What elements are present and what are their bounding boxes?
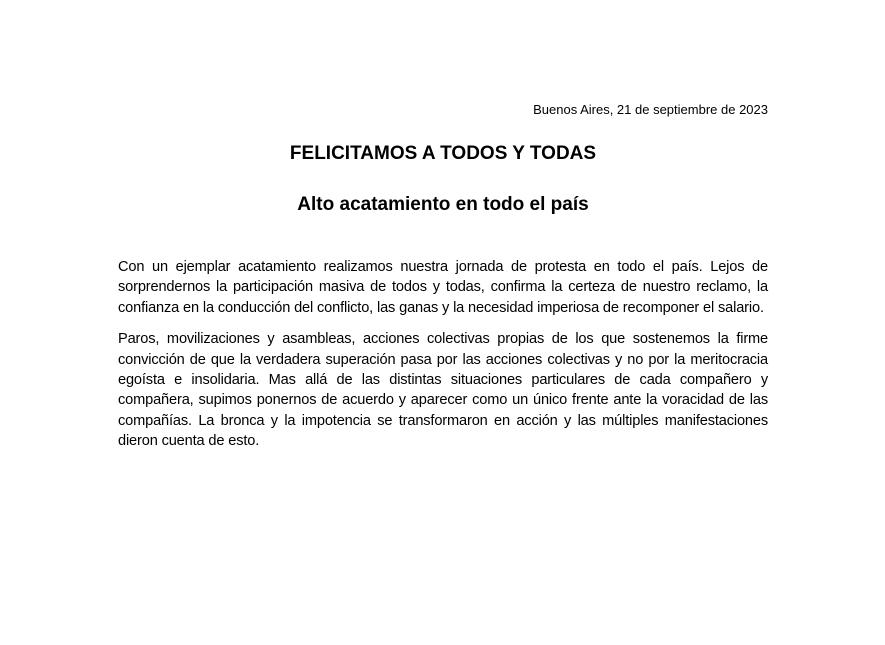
document-subtitle: Alto acatamiento en todo el país	[297, 194, 589, 215]
dateline: Buenos Aires, 21 de septiembre de 2023	[533, 102, 768, 117]
document-title: FELICITAMOS A TODOS Y TODAS	[289, 143, 597, 164]
paragraph-2: Paros, movilizaciones y asambleas, acciones colectivas propias de los que sostenemos la firme convicción de que la verdadera superación pasa por las acciones colectivas y no por la meritocracia egoísta e insolidaria. Mas allá de las distintas situaciones particulares de cada compañero y compañera, supimos ponernos de acuerdo y aparecer como un único frente ante la voracidad de las compañías. La bronca y la impotencia se transformaron en acción y las múltiples manifestaciones dieron cuenta de esto.	[118, 331, 768, 450]
document-body	[118, 257, 768, 463]
paragraph-1: Con un ejemplar acatamiento realizamos nuestra jornada de protesta en todo el país. Lejos de sorprendernos la participación masiva de todos y todas, confirma la certeza de nuestro reclamo, la confianza en la conducción del conflicto, las ganas y la necesidad imperiosa de recomponer el salario.	[118, 259, 768, 316]
